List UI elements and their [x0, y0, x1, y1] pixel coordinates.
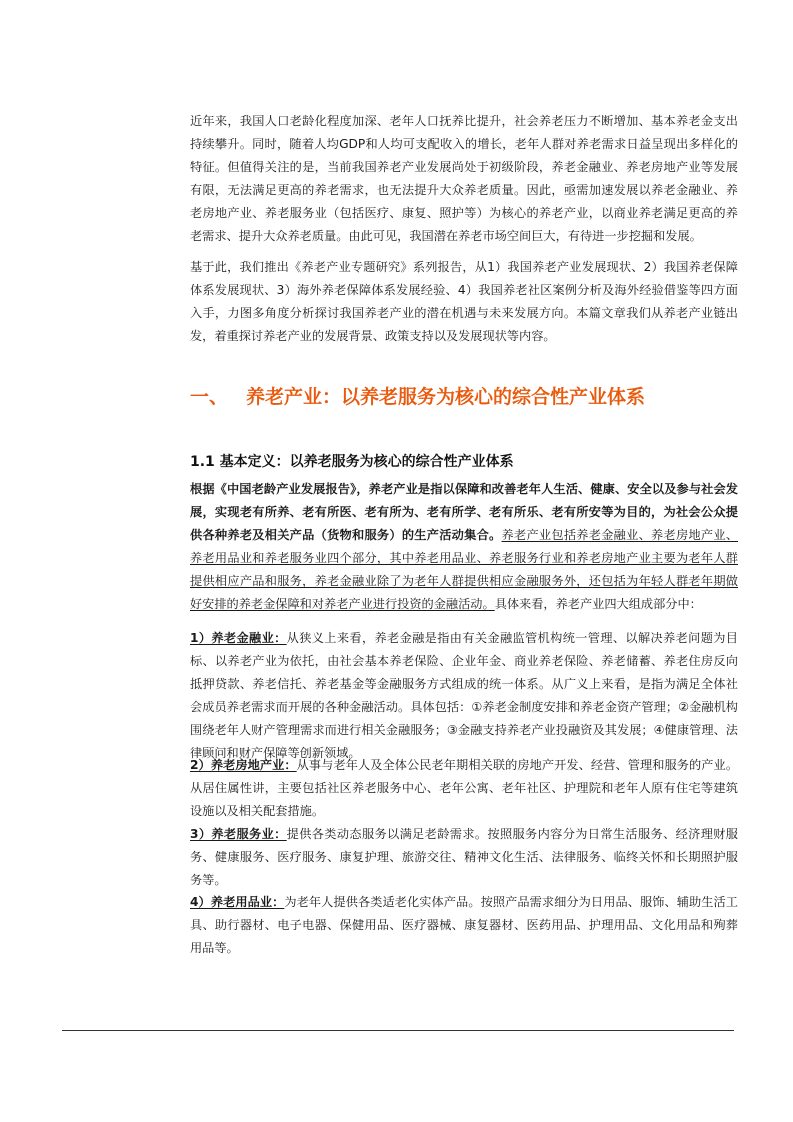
definition-underlined: 养老产业包括养老金融业、养老房地产业、养老用品业和养老服务业四个部分，其中养老用品业、养老服务行业和养老房地产业主要为老年人群提供相应产品和服务，养老金融业除了为老年人群提供相应金融服务外，还包括为年轻人群老年期做好安排的养老金保障和对养老产业进行投资的金融活动。	[190, 528, 739, 611]
item-products-text: 为老年人提供各类适老化实体产品。按照产品需求细分为日用品、服饰、辅助生活工具、助行器材、电子电器、保健用品、医疗器械、康复器材、医药用品、护理用品、文化用品和殉葬用品等。	[190, 895, 738, 955]
section-1-title: 养老产业：以养老服务为核心的综合性产业体系	[246, 386, 646, 408]
item-finance-label: 1）养老金融业：	[190, 631, 287, 645]
item-real-estate-label: 2）养老房地产业：	[190, 758, 297, 772]
item-real-estate-text: 从事与老年人及全体公民老年期相关联的房地产开发、经营、管理和服务的产业。从居住属性讲，主要包括社区养老服务中心、老年公寓、老年社区、护理院和老年人原有住宅等建筑设施以及相关配套措施。	[190, 758, 739, 818]
intro-paragraph-1: 近年来，我国人口老龄化程度加深、老年人口抚养比提升，社会养老压力不断增加、基本养老金支出持续攀升。同时，随着人均GDP和人均可支配收入的增长，老年人群对养老需求日益呈现出多样化的特征。但值得关注的是，当前我国养老产业发展尚处于初级阶段，养老金融业、养老房地产业等发展有限，无法满足更高的养老需求，也无法提升大众养老质量。因此，亟需加速发展以养老金融业、养老房地产业、养老服务业（包括医疗、康复、照护等）为核心的养老产业，以商业养老满足更高的养老需求、提升大众养老质量。由此可见，我国潜在养老市场空间巨大，有待进一步挖掘和发展。	[190, 114, 738, 243]
definition-tail: 具体来看，养老产业四大组成部分中：	[494, 597, 702, 611]
item-services	[190, 823, 738, 892]
item-services-text: 提供各类动态服务以满足老龄需求。按照服务内容分为日常生活服务、经济理财服务、健康服务、医疗服务、康复护理、旅游交往、精神文化生活、法律服务、临终关怀和长期照护服务等。	[190, 827, 738, 887]
footer-divider	[62, 1030, 734, 1031]
item-real-estate	[190, 754, 738, 823]
definition-bold-lead: 根据《中国老龄产业发展报告》，养老产业是指以保障和改善老年人生活、健康、安全以及参与社会发展，实现老有所养、老有所医、老有所为、老有所学、老有所乐、老有所安等为目的，为社会公众提供各种养老及相关产品（货物和服务）的生产活动集合。	[190, 482, 738, 542]
item-finance	[190, 627, 738, 765]
item-finance-text: 从狭义上来看，养老金融是指由有关金融监管机构统一管理、以解决养老问题为目标、以养老产业为依托，由社会基本养老保险、企业年金、商业养老保险、养老储蓄、养老住房反向抵押贷款、养老信托、养老基金等金融服务方式组成的统一体系。从广义上来看，是指为满足全体社会成员养老需求而开展的各种金融活动。具体包括：①养老金制度安排和养老金资产管理；②金融机构围绕老年人财产管理需求而进行相关金融服务；③金融支持养老产业投融资及其发展；④健康管理、法律顾问和财产保障等创新领域。	[190, 631, 738, 760]
section-1-1-heading: 1.1 基本定义：以养老服务为核心的综合性产业体系	[190, 454, 514, 470]
definition-paragraph	[190, 478, 738, 616]
item-products	[190, 891, 738, 960]
section-1-heading	[190, 382, 645, 409]
item-services-label: 3）养老服务业：	[190, 827, 287, 841]
item-products-label: 4）养老用品业：	[190, 895, 285, 909]
intro-paragraph-2: 基于此，我们推出《养老产业专题研究》系列报告，从1）我国养老产业发展现状、2）我国养老保障体系发展现状、3）海外养老保障体系发展经验、4）我国养老社区案例分析及海外经验借鉴等四方面入手，力图多角度分析探讨我国养老产业的潜在机遇与未来发展方向。本篇文章我们从养老产业链出发，着重探讨养老产业的发展背景、政策支持以及发展现状等内容。	[190, 260, 738, 343]
section-1-number: 一、	[190, 386, 229, 408]
